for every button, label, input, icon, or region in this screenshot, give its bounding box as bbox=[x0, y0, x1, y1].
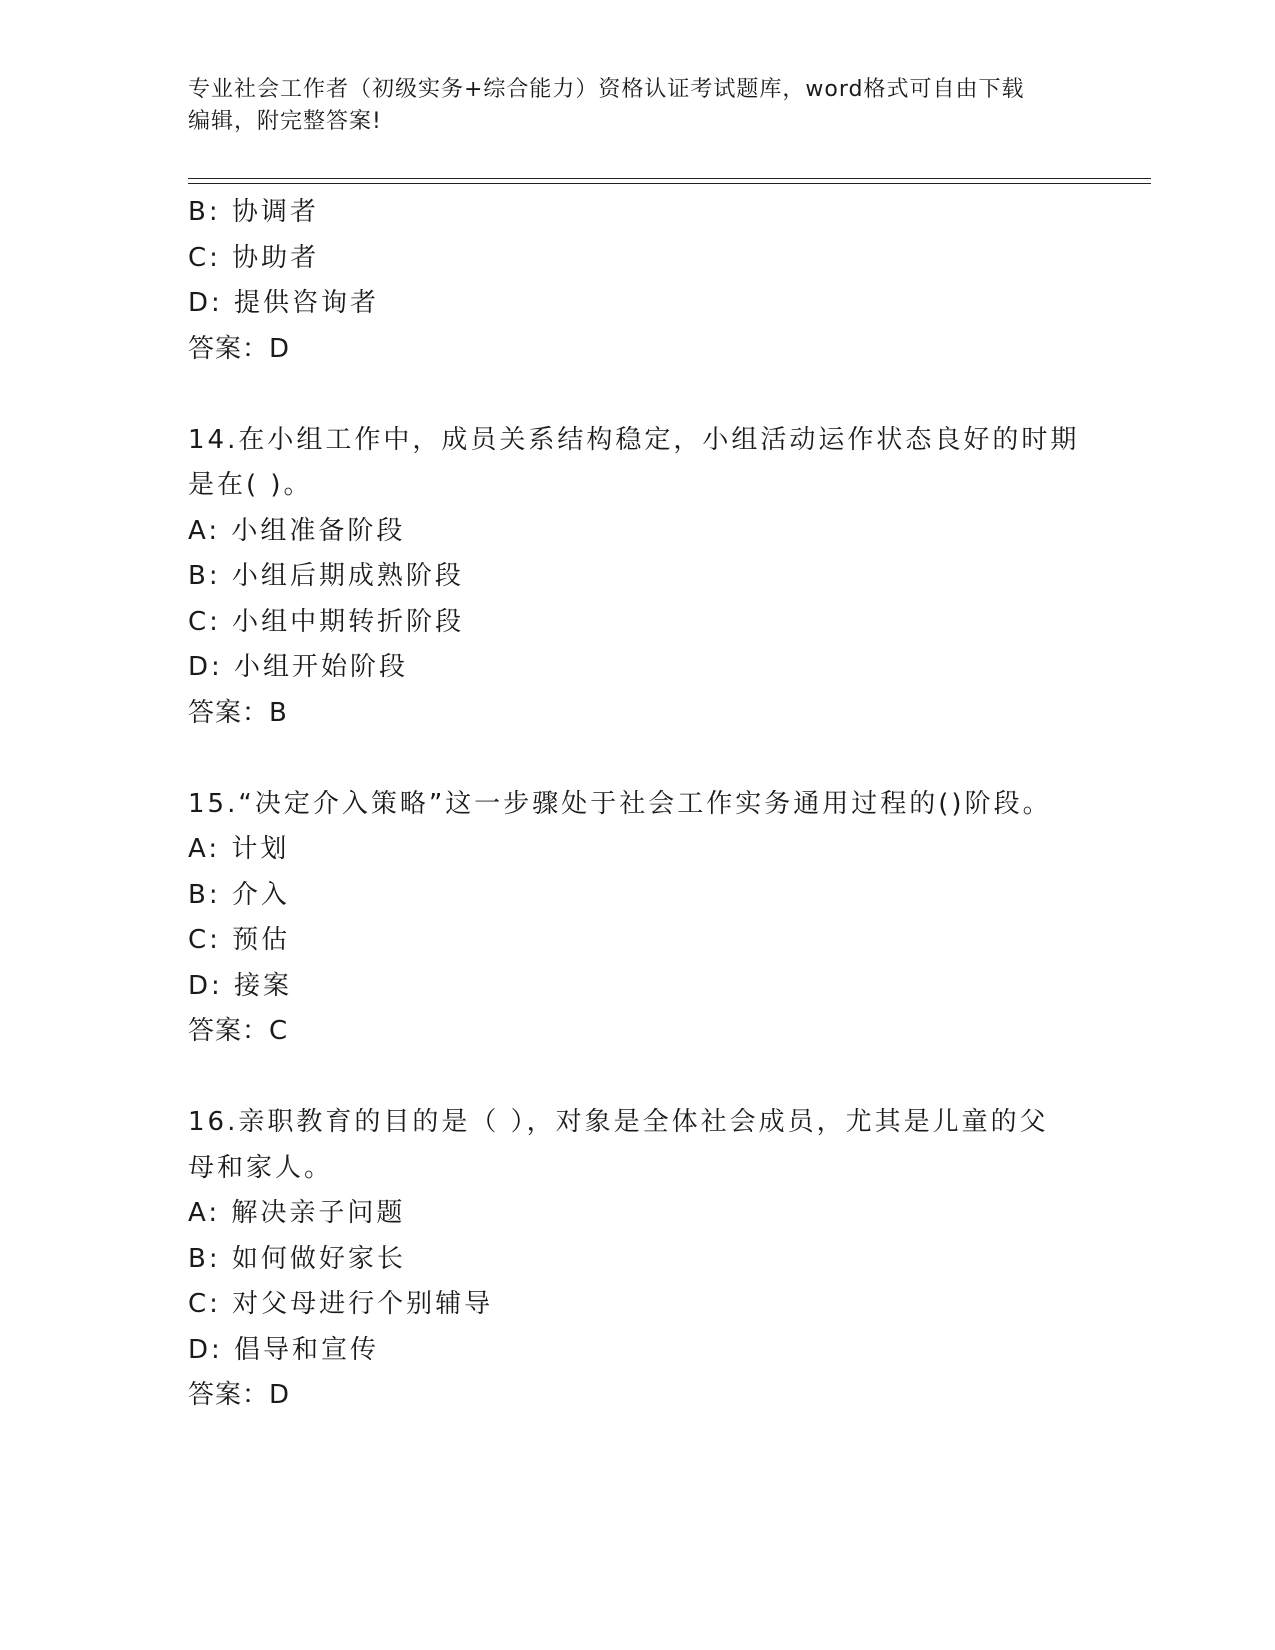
option-d: D: 倡导和宣传 bbox=[188, 1334, 380, 1365]
option-d: D: 提供咨询者 bbox=[188, 288, 380, 318]
header-line-1: 专业社会工作者（初级实务+综合能力）资格认证考试题库，word格式可自由下载 bbox=[188, 77, 1025, 102]
question-stem-line: 母和家人。 bbox=[188, 1152, 334, 1183]
header-rule-bottom bbox=[188, 183, 1151, 184]
answer-line: 答案：B bbox=[188, 697, 288, 728]
answer-line: 答案：C bbox=[188, 1016, 289, 1046]
question-stem-line: 15.“决定介入策略”这一步骤处于社会工作实务通用过程的()阶段。 bbox=[188, 788, 1052, 819]
header-rule-top bbox=[188, 178, 1151, 179]
question-16 bbox=[188, 1100, 1088, 1419]
answer-line: 答案：D bbox=[188, 333, 291, 364]
document-body bbox=[188, 190, 1088, 1419]
question-13-partial bbox=[188, 190, 1088, 372]
answer-line: 答案：D bbox=[188, 1380, 291, 1410]
option-d: D: 小组开始阶段 bbox=[188, 652, 409, 682]
option-c: C: 小组中期转折阶段 bbox=[188, 606, 465, 637]
option-c: C: 对父母进行个别辅导 bbox=[188, 1289, 494, 1319]
question-stem-line: 14.在小组工作中，成员关系结构稳定，小组活动运作状态良好的时期 bbox=[188, 424, 1080, 455]
option-b: B: 如何做好家长 bbox=[188, 1243, 406, 1274]
option-d: D: 接案 bbox=[188, 970, 293, 1001]
option-a: A: 计划 bbox=[188, 834, 290, 864]
option-c: C: 协助者 bbox=[188, 242, 320, 273]
option-a: A: 解决亲子问题 bbox=[188, 1198, 406, 1228]
option-b: B: 小组后期成熟阶段 bbox=[188, 561, 464, 591]
question-14 bbox=[188, 418, 1088, 737]
question-stem-line: 16.亲职教育的目的是（ ），对象是全体社会成员，尤其是儿童的父 bbox=[188, 1107, 1049, 1137]
header-line-2: 编辑，附完整答案! bbox=[188, 109, 382, 134]
document-header bbox=[188, 74, 1088, 138]
option-a: A: 小组准备阶段 bbox=[188, 515, 406, 546]
option-b: B: 介入 bbox=[188, 879, 290, 910]
question-stem-line: 是在( )。 bbox=[188, 470, 313, 500]
option-c: C: 预估 bbox=[188, 925, 291, 955]
option-b: B: 协调者 bbox=[188, 197, 319, 227]
question-15 bbox=[188, 782, 1088, 1055]
